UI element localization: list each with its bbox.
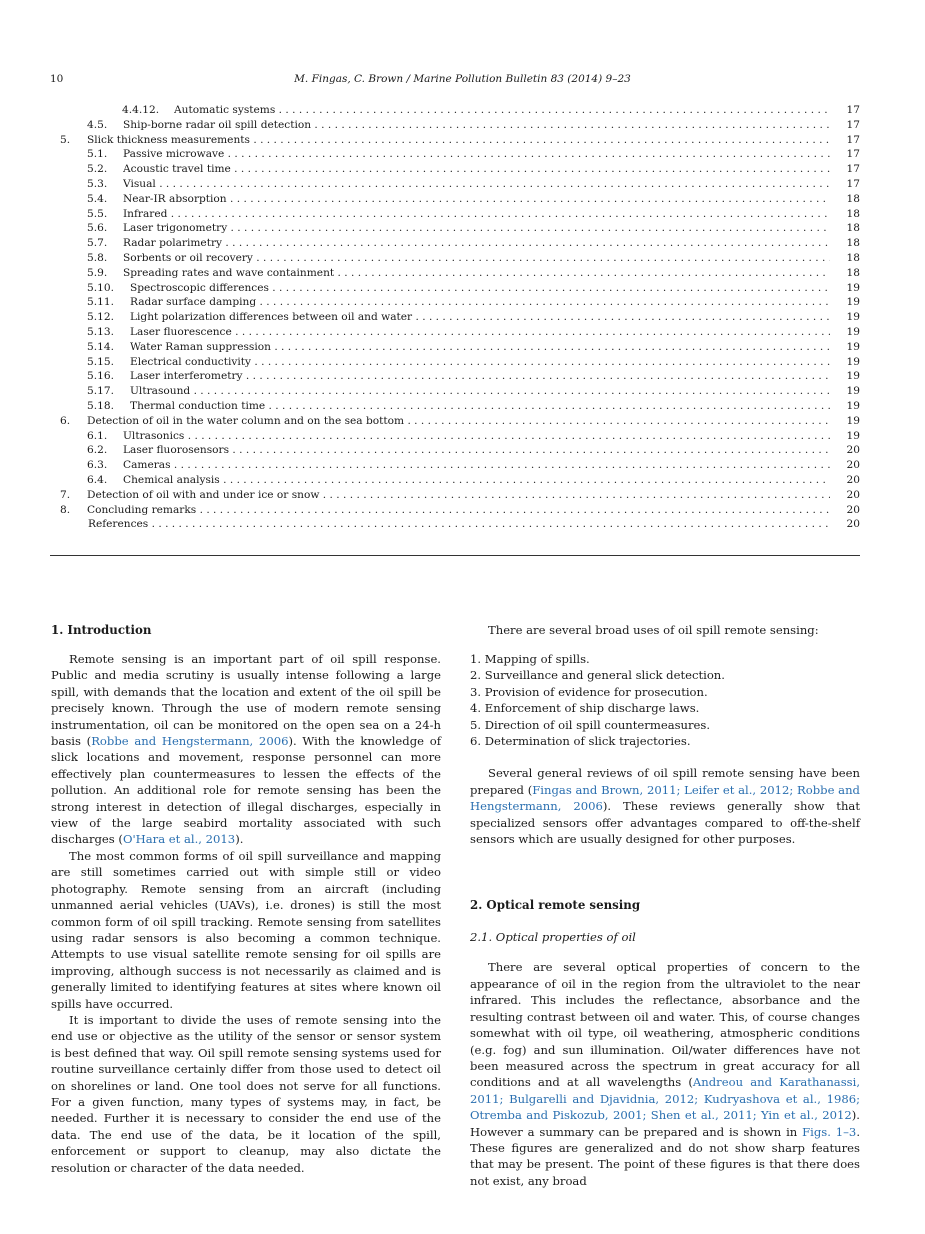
paragraph: It is important to divide the uses of remote sensing into the end use or objective as the utility of the sensor or sensor system is best defined that way. Oil spill remote sensing systems used for routine surveillance certainly differ from those used to detect oil on shorelines or land. One tool does not serve for all functions. For a given function, many types of systems may, in fact, be needed. Further it is necessary to consider the end use of the data. The end use of the data, be it location of the spill, enforcement or support to cleanup, may also dictate the resolution or character of the data needed. [51, 1012, 441, 1175]
figure-link[interactable]: Figs. 1–3 [802, 1124, 857, 1139]
toc-entry[interactable] [60, 369, 860, 384]
toc-entry[interactable] [60, 340, 860, 355]
toc-entry-title: Spectroscopic differences . . . [130, 281, 830, 296]
toc-entry[interactable] [60, 133, 860, 148]
list-item: 2. Surveillance and general slick detection. [470, 668, 725, 683]
toc-entry-title: Spreading rates and wave containment . . . [123, 266, 830, 281]
toc-entry-number: 5.3. [87, 177, 108, 190]
toc-entry-page: 19 [846, 355, 860, 368]
toc-entry-title: Ultrasonics . . . [123, 429, 830, 444]
toc-entry-number: 7. [60, 488, 71, 501]
toc-entry-number: 5.8. [87, 251, 108, 264]
toc-entry[interactable] [60, 251, 860, 266]
toc-entry[interactable] [60, 118, 860, 133]
toc-entry-page: 19 [846, 296, 860, 309]
toc-entry-page: 17 [846, 177, 860, 190]
toc-entry[interactable] [60, 295, 860, 310]
toc-entry-number: 5.15. [87, 355, 114, 368]
left-column [51, 620, 441, 1176]
toc-entry-title: Concluding remarks . . . [87, 503, 830, 518]
citation-link[interactable]: Fingas and Brown, 2011; Leifer et al., 2012; Robbe and Hengstermann, 2006 [470, 782, 860, 814]
toc-entry[interactable] [60, 503, 860, 518]
toc-entry[interactable] [60, 103, 860, 118]
toc-entry[interactable] [60, 236, 860, 251]
list-item: 6. Determination of slick trajectories. [470, 734, 691, 749]
toc-entry[interactable] [60, 207, 860, 222]
toc-entry-title: Electrical conductivity . . . [130, 355, 830, 370]
toc-entry-number: 5.2. [87, 163, 108, 176]
toc-entry-page: 18 [846, 207, 860, 220]
paragraph: There are several optical properties of concern to the appearance of oil in the region from the ultraviolet to the near infrared. This includes the reflectance, absorbance and the resulting contrast between oil and water. This, of course changes somewhat with oil type, oil weathering, atmospheric conditions (e.g. fog) and sun illumination. Oil/water differences have not been measured across the spectrum in great accuracy for all conditions and at all wavelengths (Andreou and Karathanassi, 2011; Bulgarelli and Djavidnia, 2012; Kudryashova et al., 1986; Otremba and Piskozub, 2001; Shen et al., 2011; Yin et al., 2012). However a summary can be prepared and is shown in Figs. 1–3. These figures are generalized and do not show sharp features that may be present. The point of these figures is that there does not exist, any broad [470, 960, 860, 1188]
toc-entry-title: References . . . [88, 517, 830, 532]
toc-entry-number: 6.1. [87, 429, 108, 442]
toc-entry[interactable] [60, 162, 860, 177]
toc-entry-page: 17 [846, 133, 860, 146]
uses-list [470, 651, 860, 749]
toc-entry-number: 4.5. [87, 118, 108, 131]
toc-entry[interactable] [60, 517, 860, 532]
toc-entry[interactable] [60, 443, 860, 458]
toc-entry-number: 5.10. [87, 281, 114, 294]
toc-entry-page: 20 [846, 503, 860, 516]
right-column [470, 620, 860, 1189]
toc-entry[interactable] [60, 266, 860, 281]
toc-entry[interactable] [60, 473, 860, 488]
toc-entry-title: Visual . . . [123, 177, 830, 192]
toc-entry-page: 18 [846, 237, 860, 250]
toc-entry-page: 18 [846, 192, 860, 205]
toc-entry-title: Radar surface damping . . . [130, 295, 830, 310]
toc-entry-title: Sorbents or oil recovery . . . [123, 251, 830, 266]
list-item: 1. Mapping of spills. [470, 652, 590, 666]
running-head: M. Fingas, C. Brown / Marine Pollution Bulletin 83 (2014) 9–23 [294, 73, 631, 85]
toc-entry-number: 6.4. [87, 473, 108, 486]
paragraph: The most common forms of oil spill surveillance and mapping are still sometimes carried out with simple still or video photography. Remote sensing from an aircraft (including unmanned aerial vehicles (UAVs), i.e. drones) is still the most common form of oil spill tracking. Remote sensing from satellites using radar sensors is also becoming a common technique. Attempts to use visual satellite remote sensing for oil spills are improving, although success is not necessarily as claimed and is generally limited to identifying features at sites where known oil spills have occurred. [51, 848, 441, 1011]
toc-entry-title: Laser interferometry . . . [130, 369, 830, 384]
toc-entry-number: 6.2. [87, 444, 108, 457]
toc-entry-page: 20 [846, 488, 860, 501]
section-heading-introduction: 1. Introduction [51, 623, 152, 637]
toc-entry-number: 5.1. [87, 148, 108, 161]
toc-entry[interactable] [60, 310, 860, 325]
toc-entry-number: 5.16. [87, 370, 114, 383]
toc-entry-title: Light polarization differences between oil and water . . . [130, 310, 830, 325]
toc-entry-title: Chemical analysis . . . [123, 473, 830, 488]
toc-entry-page: 17 [846, 163, 860, 176]
toc-entry-title: Passive microwave . . . [123, 147, 830, 162]
page-number: 10 [50, 73, 64, 85]
toc-entry[interactable] [60, 384, 860, 399]
list-item: 3. Provision of evidence for prosecution. [470, 684, 708, 699]
toc-entry[interactable] [60, 221, 860, 236]
toc-entry-number: 4.4.12. [122, 104, 160, 116]
toc-entry-title: Radar polarimetry . . . [123, 236, 830, 251]
toc-entry-page: 17 [846, 118, 860, 131]
toc-entry-title: Ultrasound . . . [130, 384, 830, 399]
toc-entry-page: 19 [846, 399, 860, 412]
toc-entry-number: 5.9. [87, 266, 108, 279]
toc-entry[interactable] [60, 192, 860, 207]
toc-entry-number: 8. [60, 503, 71, 516]
paragraph: Remote sensing is an important part of oil spill response. Public and media scrutiny is usually intense following a large spill, with demands that the location and extent of the oil spill be precisely known. Through the use of modern remote sensing instrumentation, oil can be monitored on the open sea on a 24-h basis (Robbe and Hengstermann, 2006). With the knowledge of slick locations and movement, response personnel can more effectively plan countermeasures to lessen the effects of the pollution. An additional role for remote sensing has been the strong interest in detection of illegal discharges, especially in view of the large seabird mortality associated with such discharges (O'Hara et al., 2013). [51, 652, 441, 847]
toc-entry-number: 5.13. [87, 325, 114, 338]
toc-entry-page: 20 [846, 444, 860, 457]
toc-entry-title: Laser fluorescence . . . [130, 325, 830, 340]
toc-entry-number: 5.18. [87, 399, 114, 412]
toc-entry-title: Near-IR absorption . . . [123, 192, 830, 207]
paragraph: There are several broad uses of oil spill remote sensing: [488, 623, 819, 637]
toc-entry-page: 20 [846, 518, 860, 531]
toc-entry-number: 6.3. [87, 459, 108, 472]
section-heading-optical: 2. Optical remote sensing [470, 898, 641, 913]
toc-entry-title: Ship-borne radar oil spill detection . . . [123, 118, 830, 133]
toc-entry[interactable] [60, 429, 860, 444]
list-item: 5. Direction of oil spill countermeasures. [470, 717, 711, 732]
toc-entry-title: Water Raman suppression . . . [130, 340, 830, 355]
toc-entry-title: Infrared . . . [123, 207, 830, 222]
toc-entry-page: 19 [846, 340, 860, 353]
toc-entry-page: 19 [846, 325, 860, 338]
citation-link[interactable]: O'Hara et al., 2013 [122, 832, 236, 847]
toc-entry-page: 17 [846, 148, 860, 161]
toc-entry-page: 19 [846, 429, 860, 442]
list-item: 4. Enforcement of ship discharge laws. [470, 701, 700, 716]
citation-link[interactable]: Robbe and Hengstermann, 2006 [91, 734, 289, 749]
toc-entry-number: 5.11. [87, 296, 114, 309]
toc-entry-page: 19 [846, 414, 860, 427]
toc-entry-page: 19 [846, 385, 860, 398]
toc-entry[interactable] [60, 281, 860, 296]
toc-entry-title: Laser fluorosensors . . . [123, 443, 830, 458]
toc-entry-title: Laser trigonometry . . . [123, 221, 830, 236]
toc-entry-title: Automatic systems . . . [174, 103, 830, 118]
toc-entry-number: 5.7. [87, 237, 108, 250]
toc-entry-title: Acoustic travel time . . . [123, 162, 830, 177]
toc-entry-page: 18 [846, 222, 860, 235]
toc-entry-page: 20 [846, 459, 860, 472]
toc-entry[interactable] [60, 325, 860, 340]
toc-entry-page: 17 [846, 104, 860, 116]
toc-entry[interactable] [60, 414, 860, 429]
toc-entry-page: 19 [846, 311, 860, 324]
toc-entry-page: 20 [846, 473, 860, 486]
toc-entry-title: Thermal conduction time . . . [130, 399, 830, 414]
toc-entry[interactable] [60, 177, 860, 192]
toc-entry[interactable] [60, 488, 860, 503]
citation-link[interactable]: Andreou and Karathanassi, 2011; Bulgarelli and Djavidnia, 2012; Kudryashova et al., 1986; Otremba and Piskozub, 2001; Shen et al., 2011; Yin et al., 2012 [470, 1075, 860, 1123]
toc-entry-number: 5.14. [87, 340, 114, 353]
toc-entry[interactable] [60, 399, 860, 414]
toc-entry[interactable] [60, 147, 860, 162]
toc-entry-number: 5.6. [87, 222, 108, 235]
toc-entry-page: 18 [846, 251, 860, 264]
toc-entry-page: 18 [846, 266, 860, 279]
subsection-heading: 2.1. Optical properties of oil [470, 930, 636, 945]
toc-entry-number: 5.12. [87, 311, 114, 324]
toc-entry-page: 19 [846, 281, 860, 294]
section-divider [50, 555, 860, 556]
toc-entry-number: 5. [60, 133, 71, 146]
toc-entry-title: Detection of oil with and under ice or snow . . . [87, 488, 830, 503]
toc-entry-title: Detection of oil in the water column and on the sea bottom . . . [87, 414, 830, 429]
toc-entry[interactable] [60, 458, 860, 473]
toc-entry[interactable] [60, 355, 860, 370]
toc-entry-number: 6. [60, 414, 71, 427]
toc-entry-number: 5.17. [87, 385, 114, 398]
toc-entry-page: 19 [846, 370, 860, 383]
toc-entry-title: Cameras . . . [123, 458, 830, 473]
toc-entry-number: 5.4. [87, 192, 108, 205]
toc-entry-title: Slick thickness measurements . . . [87, 133, 830, 148]
toc-entry-number: 5.5. [87, 207, 108, 220]
table-of-contents [60, 103, 860, 532]
paragraph: Several general reviews of oil spill remote sensing have been prepared (Fingas and Brown, 2011; Leifer et al., 2012; Robbe and Hengstermann, 2006). These reviews generally show that specialized sensors offer advantages compared to off-the-shelf sensors which are usually designed for other purposes. [470, 766, 861, 847]
